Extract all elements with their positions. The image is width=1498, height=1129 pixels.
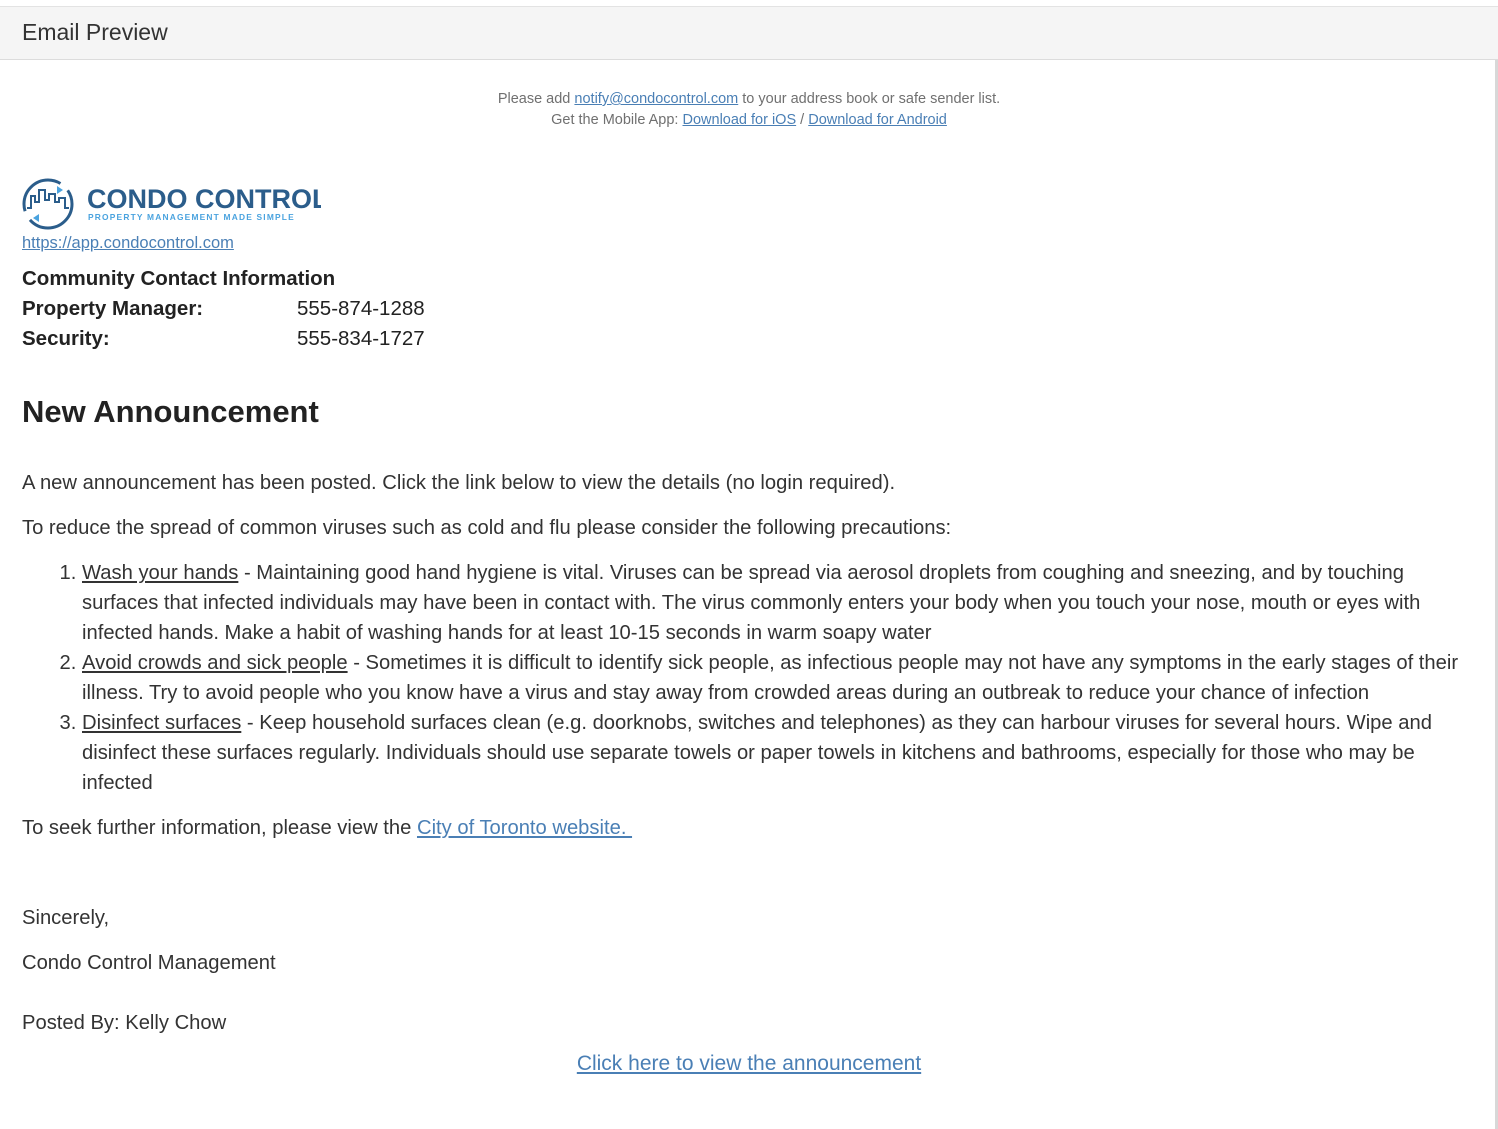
item-title: Avoid crowds and sick people: [82, 652, 348, 674]
contact-value: 555-834-1727: [297, 327, 425, 350]
item-title: Wash your hands: [82, 562, 239, 584]
contact-row-security: [22, 327, 425, 351]
contact-label: Security:: [22, 327, 110, 350]
notify-email-link[interactable]: notify@condocontrol.com: [574, 91, 739, 107]
item-text: - Keep household surfaces clean (e.g. doorknobs, switches and telephones) as they can harbour viruses for several hours. Wipe and disinfect these surfaces regularly. Individuals should use separate towels or paper towels in kitchens and bathrooms, especially for those who may be infected: [82, 712, 1432, 794]
list-item: [82, 558, 1482, 648]
contact-row-property-manager: [22, 297, 425, 321]
logo-wordmark: CONDO CONTROL: [87, 184, 321, 214]
item-text: - Maintaining good hand hygiene is vital. Viruses can be spread via aerosol droplets from coughing and sneezing, and by touching surfaces that infected individuals may have been in contact with. The virus commonly enters your body when you touch your nose, mouth or eyes with infected hands. Make a habit of washing hands for at least 10-15 seconds in warm soapy water: [82, 562, 1421, 644]
safe-sender-line: [0, 89, 1498, 110]
city-of-toronto-link[interactable]: City of Toronto website.: [416, 817, 633, 839]
safe-sender-prefix: Please add: [497, 91, 571, 107]
announcement-body: [22, 468, 1482, 1038]
contact-title: Community Contact Information: [22, 267, 336, 290]
further-info: [22, 813, 1482, 843]
announcement-lead: To reduce the spread of common viruses such as cold and flu please consider the following precautions:: [22, 517, 952, 539]
precautions-list: [22, 558, 1482, 798]
view-announcement-link[interactable]: Click here to view the announcement: [576, 1052, 922, 1075]
contact-value: 555-874-1288: [297, 297, 425, 320]
further-info-prefix: To seek further information, please view the: [22, 817, 417, 839]
signoff: Sincerely,: [22, 907, 110, 929]
item-text: - Sometimes it is difficult to identify sick people, as infectious people may not have any symptoms in the early stages of their illness. Try to avoid people who you know have a virus and stay away from crowded areas during an outbreak to reduce your chance of infection: [82, 652, 1459, 704]
logo-tagline: PROPERTY MANAGEMENT MADE SIMPLE: [88, 212, 295, 222]
site-url-link[interactable]: https://app.condocontrol.com: [22, 234, 234, 252]
item-title: Disinfect surfaces: [82, 712, 242, 734]
mobile-app-prefix: Get the Mobile App:: [551, 112, 679, 128]
safe-sender-suffix: to your address book or safe sender list.: [742, 91, 1001, 107]
list-item: [82, 708, 1482, 798]
posted-by: Posted By: Kelly Chow: [22, 1012, 227, 1034]
condo-control-logo: [21, 178, 321, 230]
sender-name: Condo Control Management: [22, 952, 276, 974]
preheader: [0, 89, 1498, 131]
link-separator: /: [800, 112, 805, 128]
email-preview-header: [0, 7, 1498, 60]
download-android-link[interactable]: Download for Android: [808, 112, 947, 128]
announcement-title: New Announcement: [22, 394, 319, 429]
mobile-app-line: [0, 110, 1498, 131]
header-title: Email Preview: [22, 19, 168, 45]
list-item: [82, 648, 1482, 708]
condo-control-logo-icon: [21, 178, 321, 230]
contact-label: Property Manager:: [22, 297, 204, 320]
announcement-intro: A new announcement has been posted. Click the link below to view the details (no login required).: [22, 472, 896, 494]
cta-container: [0, 1052, 1498, 1076]
download-ios-link[interactable]: Download for iOS: [682, 112, 797, 128]
